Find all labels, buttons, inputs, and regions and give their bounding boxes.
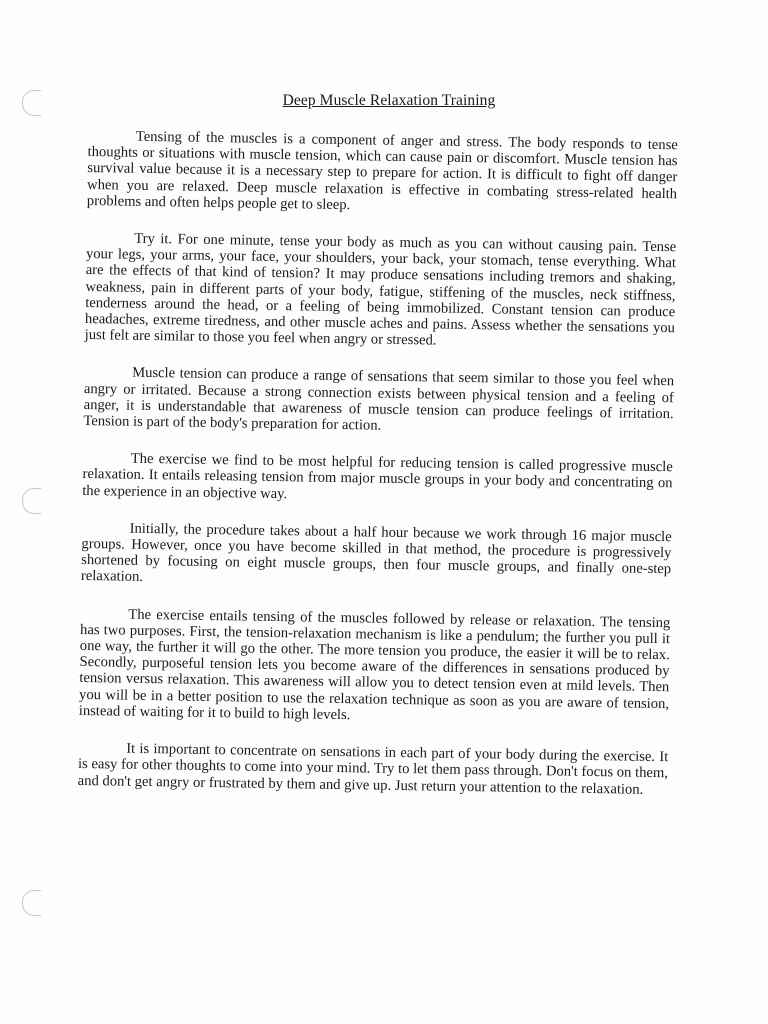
document-body <box>77 128 678 819</box>
document-title: Deep Muscle Relaxation Training <box>282 92 496 109</box>
paragraph: Tensing of the muscles is a component of anger and stress. The body responds to tense thoughts or situations with muscle tension, which can cause pain or discomfort. Muscle tension has survival value because it is a necessary step to prepare for action. It is difficult to fight off danger when you are relaxed. Deep muscle relaxation is effective in combating stress-related health problems and often helps people get to sleep. <box>86 128 678 213</box>
paragraph: It is important to concentrate on sensations in each part of your body during the exercise. It is easy for other thoughts to come into your mind. Try to let them pass through. Don't focus on them, and don't get angry or frustrated by them and give up. Just return your attention to the relaxation. <box>77 740 669 798</box>
paragraph: The exercise we find to be most helpful for reducing tension is called progressive muscle relaxation. It entails releasing tension from major muscle groups in your body and concentrating on the experience in an objective way. <box>82 450 673 502</box>
paragraph: Muscle tension can produce a range of sensations that seem similar to those you feel when angry or irritated. Because a strong connection exists between physical tension and a feeling of anger, it is understandable that awareness of muscle tension can produce feelings of irritation. Tension is part of the body's preparation for action. <box>83 365 675 434</box>
paragraph: The exercise entails tensing of the muscles followed by release or relaxation. The tensing has two purposes. First, the tension-relaxation mechanism is like a pendulum; the further you pull it one way, the further it will go the other. The more tension you produce, the easier it will be to relax. Secondly, purposeful tension lets you become aware of the differences in sensations produced by tension versus relaxation. This awareness will allow you to detect tension even at mild levels. Then you will be in a better position to use the relaxation technique as soon as you are aware of tension, instead of waiting for it to build to high levels. <box>78 606 671 724</box>
punch-hole-mark <box>22 890 41 916</box>
punch-hole-mark <box>22 488 41 514</box>
paragraph: Initially, the procedure takes about a half hour because we work through 16 major muscle groups. However, once you have become skilled in that method, the procedure is progressively shortened by focusing on eight muscle groups, then four muscle groups, and finally one-step relaxation. <box>80 520 672 586</box>
paragraph: Try it. For one minute, tense your body as much as you can without causing pain. Tense your legs, your arms, your face, your shoulders, your back, your stomach, tense everything. What are the effects of that kind of tension? It may produce sensations including tremors and shaking, weakness, pain in different parts of your body, fatigue, stiffening of the muscles, neck stiffness, tenderness around the head, or a feeling of being immobilized. Constant tension can produce headaches, extreme tiredness, and other muscle aches and pains. Assess whether the sensations you just felt are similar to those you feel when angry or stressed. <box>84 230 677 349</box>
